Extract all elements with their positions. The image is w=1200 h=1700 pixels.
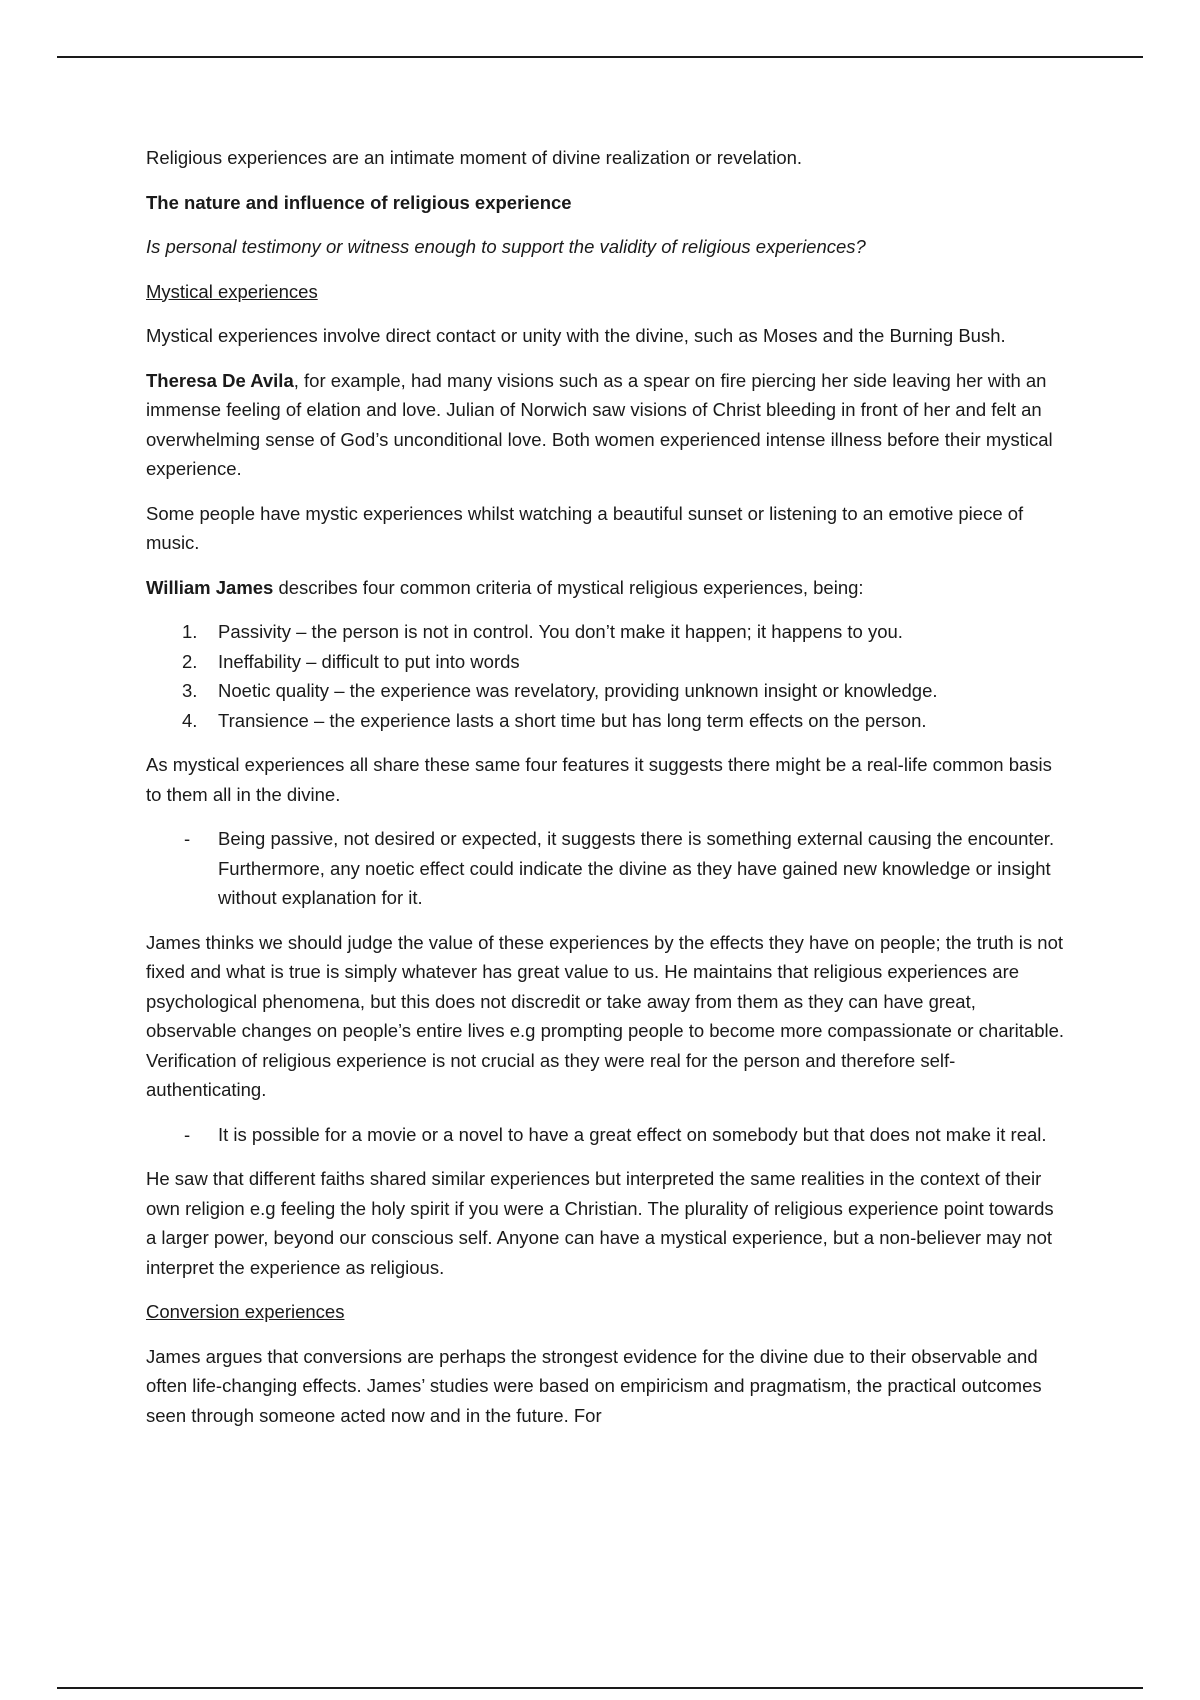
bullet-list-2 <box>146 1120 1066 1150</box>
name-william-james: William James <box>146 576 274 598</box>
subheading-conversion-text: Conversion experiences <box>146 1301 345 1322</box>
subheading-mystical-text: Mystical experiences <box>146 280 318 302</box>
list-number: 4. <box>182 709 198 731</box>
list-item-text: Transience – the experience lasts a short time but has long term effects on the person. <box>218 709 927 731</box>
bullet-list-1 <box>146 824 1066 913</box>
dash-bullet: - <box>184 1123 191 1145</box>
subheading-mystical <box>146 277 1066 307</box>
list-number: 3. <box>182 680 198 701</box>
list-item <box>146 1120 1066 1150</box>
mystical-paragraph-6: James thinks we should judge the value of these experiences by the effects they have on people; the truth is not fixed and what is true is simply whatever has great value to us. He maintains that religious experiences are psychological phenomena, but this does not discredit or take away from them as they can have great, observable changes on people’s entire lives e.g prompting people to become more compassionate or charitable. Verification of religious experience is not crucial as they were real for the person and therefore self-authenticating. <box>146 931 1065 1100</box>
mystical-paragraph-2-text: , for example, had many visions such as a spear on fire piercing her side leaving her with an immense feeling of elation and love. Julian of Norwich saw visions of Christ bleeding in front of her and felt an overwhelming sense of God’s unconditional love. Both women experienced intense illness before their mystical experience. <box>146 369 1053 479</box>
dash-bullet: - <box>184 828 191 849</box>
footer-rule <box>57 1687 1143 1689</box>
section-heading: The nature and influence of religious experience <box>146 191 572 213</box>
list-number: 1. <box>182 621 198 642</box>
list-item <box>146 647 1066 677</box>
mystical-paragraph-5: As mystical experiences all share these same four features it suggests there might be a real-life common basis to them all in the divine. <box>146 754 1052 805</box>
list-item-text: Ineffability – difficult to put into words <box>218 650 520 672</box>
mystical-paragraph-4-text: describes four common criteria of mystical religious experiences, being: <box>273 576 864 598</box>
mystical-paragraph-3: Some people have mystic experiences whilst watching a beautiful sunset or listening to an emotive piece of music. <box>146 502 1024 553</box>
list-item <box>146 617 1066 647</box>
subheading-conversion <box>146 1297 1066 1327</box>
list-item-text: Being passive, not desired or expected, it suggests there is something external causing the encounter. Furthermore, any noetic effect could indicate the divine as they have gained new knowledge or insight without explanation for it. <box>218 828 1055 908</box>
criteria-list <box>146 617 1066 735</box>
list-item <box>146 676 1066 706</box>
document-body <box>146 143 1066 1445</box>
header-rule <box>57 56 1143 58</box>
mystical-paragraph-1: Mystical experiences involve direct contact or unity with the divine, such as Moses and the Burning Bush. <box>146 325 1006 346</box>
mystical-paragraph-4 <box>146 573 1066 603</box>
guiding-question: Is personal testimony or witness enough to support the validity of religious experiences? <box>146 236 866 257</box>
name-theresa-de-avila: Theresa De Avila <box>146 369 294 391</box>
list-item <box>146 824 1066 913</box>
mystical-paragraph-2 <box>146 366 1066 484</box>
intro-paragraph: Religious experiences are an intimate moment of divine realization or revelation. <box>146 147 803 168</box>
list-item-text: Passivity – the person is not in control. You don’t make it happen; it happens to you. <box>218 621 903 642</box>
list-item <box>146 706 1066 736</box>
list-item-text: Noetic quality – the experience was revelatory, providing unknown insight or knowledge. <box>218 680 938 701</box>
conversion-paragraph-1: James argues that conversions are perhaps the strongest evidence for the divine due to their observable and often life-changing effects. James’ studies were based on empiricism and pragmatism, the practical outcomes seen through someone acted now and in the future. For <box>146 1345 1042 1426</box>
mystical-paragraph-7: He saw that different faiths shared similar experiences but interpreted the same realities in the context of their own religion e.g feeling the holy spirit if you were a Christian. The plurality of religious experience point towards a larger power, beyond our conscious self. Anyone can have a mystical experience, but a non-believer may not interpret the experience as religious. <box>146 1168 1054 1278</box>
list-number: 2. <box>182 650 198 672</box>
list-item-text: It is possible for a movie or a novel to have a great effect on somebody but that does not make it real. <box>218 1123 1047 1145</box>
